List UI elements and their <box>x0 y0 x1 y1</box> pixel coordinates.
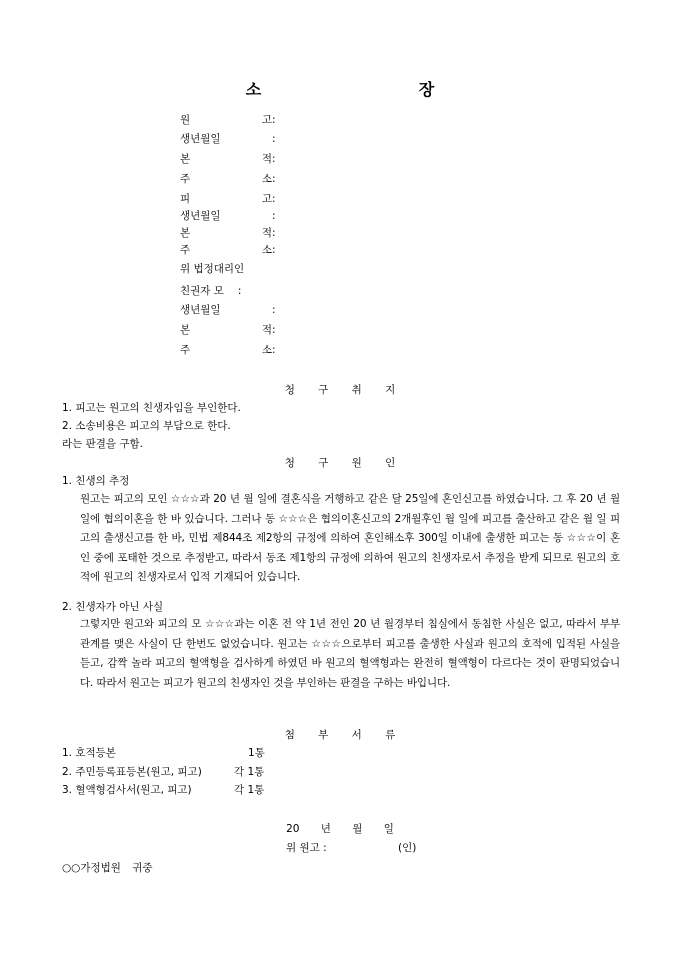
party-row <box>180 193 276 207</box>
seal-mark: (인) <box>398 842 417 854</box>
attachment-count: 각 1통 <box>234 766 265 778</box>
party-row <box>180 210 276 224</box>
party-label: 본 적 <box>180 324 272 336</box>
party-label: 피 고 <box>180 193 272 205</box>
party-colon: : <box>272 114 276 126</box>
party-row <box>180 133 276 147</box>
party-colon: : <box>272 173 276 185</box>
party-colon: : <box>272 244 276 256</box>
party-label: 주 소 <box>180 344 272 356</box>
section-title: 2. 친생자가 아닌 사실 <box>62 601 164 613</box>
party-colon: : <box>272 227 276 239</box>
party-label: 본 적 <box>180 227 272 239</box>
filing-date: 20 년 월 일 <box>286 823 394 835</box>
party-row <box>180 304 276 318</box>
party-label: 원 고 <box>180 114 272 126</box>
party-colon: : <box>272 153 276 165</box>
party-row <box>180 244 276 258</box>
party-colon: : <box>237 285 242 297</box>
attachment-count: 각 1통 <box>234 784 265 796</box>
party-label: 주 소 <box>180 244 272 256</box>
party-row <box>180 173 276 187</box>
section-body: 원고는 피고의 모인 ☆☆☆과 20 년 월 일에 결혼식을 거행하고 같은 달 25일에 혼인신고를 하였습니다. 그 후 20 년 월 일에 협의이혼을 한 바 있습니다. 그러나 동 ☆☆☆은 협의이혼신고의 2개월후인 월 일에 피고를 출산하고 같은 월 일 피고의 출생신고를 한 바, 민법 제844조 제2항의 규정에 의하여 혼인해소후 300일 이내에 출생한 피고는 동 ☆☆☆이 혼인 중에 포태한 것으로 추정받고, 따라서 동조 제1항의 규정에 의하여 원고의 친생자로서 추정을 받게 되므로 원고의 호적에 원고의 친생자로서 입적 기재되어 있습니다. <box>80 493 620 583</box>
party-row <box>180 285 241 299</box>
party-label: 주 소 <box>180 173 272 185</box>
party-row <box>180 227 276 241</box>
party-label: 생년월일 <box>180 304 221 316</box>
section-title: 1. 친생의 추정 <box>62 475 130 487</box>
claim-purpose-item: 라는 판결을 구함. <box>62 438 144 450</box>
section-body: 그렇지만 원고와 피고의 모 ☆☆☆과는 이혼 전 약 1년 전인 20 년 월경부터 침실에서 동침한 사실은 없고, 따라서 부부관계를 맺은 사실이 단 한번도 없었습니다. 원고는 ☆☆☆으로부터 피고를 출생한 사실과 원고의 호적에 입적된 사실을 듣고, 감짝 놀라 피고의 혈액형을 검사하게 하였던 바 원고의 혈액형과는 완전히 혈액형이 다르다는 것이 판명되었습니다. 따라서 원고는 피고가 원고의 친생자인 것을 부인하는 판결을 구하는 바입니다. <box>80 618 620 689</box>
party-colon: : <box>272 193 276 205</box>
attachment-name: 1. 호적등본 <box>62 747 116 759</box>
attachments-heading: 첨 부 서 류 <box>284 729 406 741</box>
party-label: 친권자 모 <box>180 285 224 297</box>
party-colon: : <box>272 344 276 356</box>
claim-cause-heading: 청 구 원 인 <box>284 457 406 469</box>
signer-label: 위 원고 : <box>286 842 327 854</box>
party-label: 본 적 <box>180 153 272 165</box>
claim-purpose-heading: 청 구 취 지 <box>284 384 406 396</box>
document-title: 소 장 <box>245 80 511 99</box>
attachment-name: 3. 혈액형검사서(원고, 피고) <box>62 784 192 796</box>
claim-purpose-item: 2. 소송비용은 피고의 부담으로 한다. <box>62 420 231 432</box>
attachment-count: 1통 <box>248 747 265 759</box>
party-colon: : <box>272 210 276 222</box>
party-label: 위 법정대리인 <box>180 263 245 275</box>
party-row <box>180 263 244 277</box>
party-colon: : <box>272 133 276 145</box>
attachment-name: 2. 주민등록표등본(원고, 피고) <box>62 766 202 778</box>
party-label: 생년월일 <box>180 133 221 145</box>
party-row <box>180 324 276 338</box>
party-row <box>180 153 276 167</box>
claim-purpose-item: 1. 피고는 원고의 친생자임을 부인한다. <box>62 402 241 414</box>
party-row <box>180 114 276 128</box>
party-colon: : <box>272 304 276 316</box>
party-colon: : <box>272 324 276 336</box>
court-addressee: ○○가정법원 귀중 <box>62 862 153 874</box>
party-row <box>180 344 276 358</box>
party-label: 생년월일 <box>180 210 221 222</box>
